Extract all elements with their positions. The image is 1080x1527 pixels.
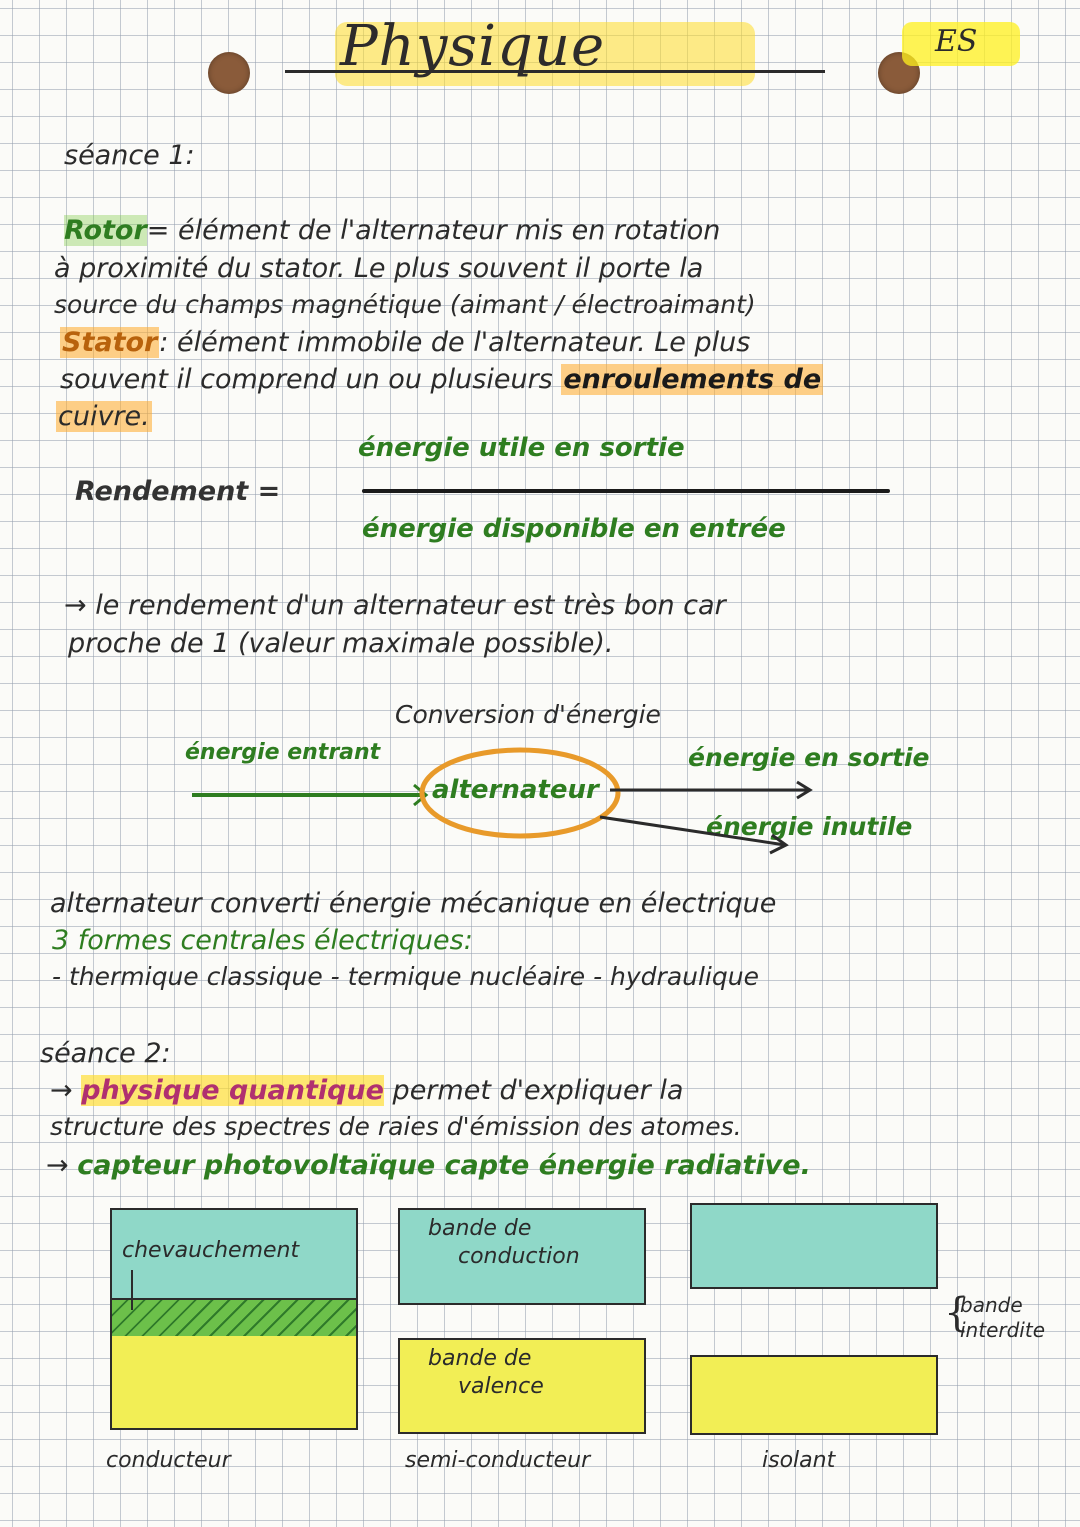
- stator-line-1: [60, 327, 750, 358]
- stator-line-2: [60, 364, 823, 395]
- fraction-bar: [362, 489, 890, 493]
- seance2-arrow-2: →: [46, 1150, 78, 1181]
- isolant-valence-band: [690, 1355, 938, 1435]
- rotor-def-1: = élément de l'alternateur mis en rotation: [146, 215, 721, 246]
- stator-highlight: enroulements de: [563, 364, 822, 395]
- conduction-label-2: conduction: [458, 1244, 580, 1269]
- stator-def-1: : élément immobile de l'alternateur. Le plus: [159, 327, 751, 358]
- caption-isolant: isolant: [762, 1448, 836, 1473]
- stator-tail: cuivre.: [58, 401, 150, 432]
- rotor-line-1: [64, 215, 720, 246]
- rotor-term: Rotor: [64, 215, 147, 246]
- binder-hole-left: [208, 52, 250, 94]
- caption-semi-conducteur: semi-conducteur: [405, 1448, 591, 1473]
- seance2-line-1-rest: permet d'expliquer la: [383, 1075, 684, 1106]
- conduction-label-1: bande de: [428, 1216, 532, 1241]
- rotor-line-2: à proximité du stator. Le plus souvent il porte la: [54, 253, 704, 284]
- summary-line-3: - thermique classique - termique nucléaire - hydraulique: [52, 962, 759, 991]
- fraction-denominator: énergie disponible en entrée: [362, 514, 786, 544]
- gap-label-1: bande: [960, 1293, 1023, 1317]
- overlap-label: chevauchement: [122, 1238, 300, 1263]
- diagram-waste-label: énergie inutile: [706, 812, 913, 841]
- seance2-arrow-1: →: [50, 1075, 82, 1106]
- diagram-output-label: énergie en sortie: [688, 743, 930, 772]
- conducteur-overlap-band: [110, 1298, 358, 1338]
- subject-tag: ES: [935, 24, 978, 59]
- waste-arrow-line: [600, 817, 785, 845]
- diagram-center-label: alternateur: [432, 775, 599, 805]
- photovoltaic-line: capteur photovoltaïque capte énergie radiative.: [77, 1150, 811, 1181]
- quantum-highlight: physique quantique: [81, 1075, 384, 1106]
- rotor-line-3: source du champs magnétique (aimant / électroaimant): [54, 290, 756, 319]
- seance2-heading: séance 2:: [40, 1038, 171, 1069]
- seance2-line-2: structure des spectres de raies d'émission des atomes.: [50, 1112, 742, 1141]
- seance2-line-1: [50, 1075, 683, 1106]
- caption-conducteur: conducteur: [106, 1448, 231, 1473]
- seance1-heading: séance 1:: [64, 140, 195, 171]
- summary-line-2: 3 formes centrales électriques:: [52, 925, 473, 956]
- stator-line-3: [56, 401, 152, 432]
- valence-label-1: bande de: [428, 1346, 532, 1371]
- valence-label-2: valence: [458, 1374, 544, 1399]
- diagram-input-label: énergie entrant: [185, 740, 381, 765]
- isolant-conduction-band: [690, 1203, 938, 1289]
- note-line-1: → le rendement d'un alternateur est très bon car: [64, 590, 726, 621]
- conducteur-valence-band: [110, 1336, 358, 1430]
- stator-def-2: souvent il comprend un ou plusieurs: [60, 364, 562, 395]
- conversion-diagram: [180, 745, 1000, 865]
- overlap-pointer: [131, 1270, 133, 1310]
- fraction-numerator: énergie utile en sortie: [358, 433, 685, 463]
- note-line-2: proche de 1 (valeur maximale possible).: [68, 628, 614, 659]
- page-title: Physique: [340, 14, 606, 79]
- stator-term: Stator: [62, 327, 158, 358]
- seance2-line-3: [46, 1150, 811, 1181]
- rendement-label: Rendement =: [75, 476, 281, 507]
- gap-brace: {: [944, 1290, 970, 1336]
- diagram-title: Conversion d'énergie: [395, 700, 661, 729]
- gap-label-2: interdite: [960, 1318, 1045, 1342]
- summary-line-1: alternateur converti énergie mécanique en électrique: [50, 888, 777, 919]
